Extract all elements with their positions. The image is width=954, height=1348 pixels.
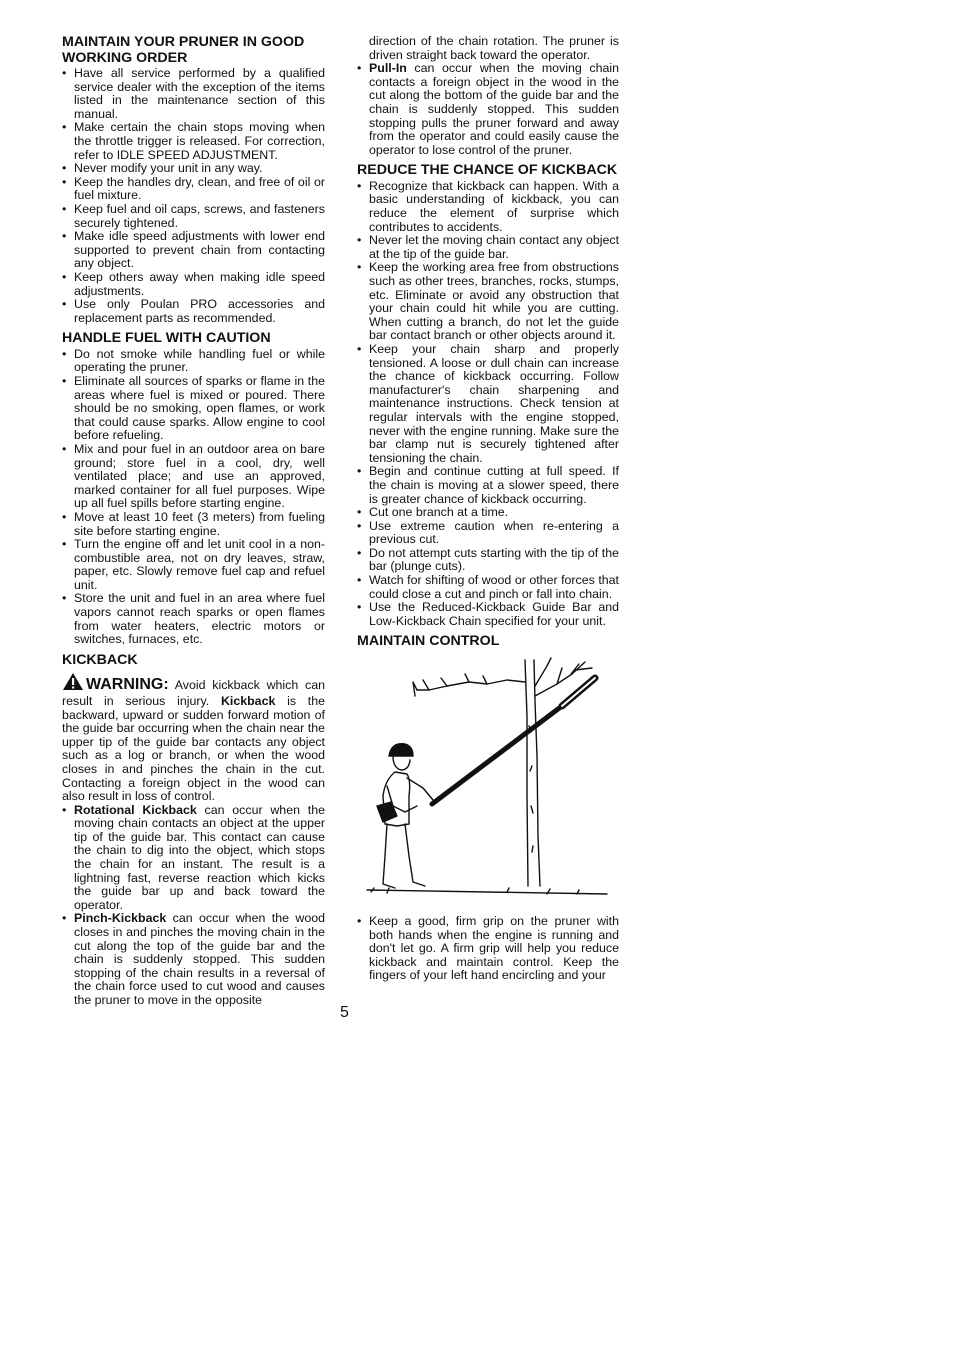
list-item: • Turn the engine off and let unit cool in a non-combustible area, not on dry leaves, straw, paper, etc. Slowly remove fuel cap and refuel unit. <box>62 538 325 592</box>
list-item: • Store the unit and fuel in an area where fuel vapors cannot reach sparks or open flames from water heaters, electric motors or switches, furnaces, etc. <box>62 592 325 646</box>
list-item: • Keep the handles dry, clean, and free of oil or fuel mixture. <box>62 176 325 203</box>
list-item: • Make certain the chain stops moving when the throttle trigger is released. For correction, refer to IDLE SPEED ADJUSTMENT. <box>62 121 325 162</box>
fuel-heading: HANDLE FUEL WITH CAUTION <box>62 330 271 347</box>
list-item: • Never modify your unit in any way. <box>62 162 325 176</box>
continuation-list <box>357 35 619 157</box>
list-item: • Keep others away when making idle speed adjustments. <box>62 271 325 298</box>
fuel-section <box>62 331 325 647</box>
list-item: • Eliminate all sources of sparks or flame in the areas where fuel is mixed or poured. There should be no smoking, open flames, or work that could cause sparks. Allow engine to cool before refueling. <box>62 375 325 443</box>
list-item: • Do not attempt cuts starting with the tip of the bar (plunge cuts). <box>357 547 619 574</box>
list-item: • Keep your chain sharp and properly tensioned. A loose or dull chain can increase the chance of kickback occurring. Follow manufacturer's chain sharpening and maintenance instructions. Check tension at regular intervals with the engine stopped, never with the engine running. Make sure the bar clamp nut is securely tightened after tensioning the chain. <box>357 343 619 465</box>
list-item <box>357 62 619 157</box>
kickback-types-list <box>62 804 325 1008</box>
list-item: • Never let the moving chain contact any object at the tip of the guide bar. <box>357 234 619 261</box>
control-section <box>357 634 619 982</box>
pruner-illustration <box>357 656 619 911</box>
list-item: • Begin and continue cutting at full speed. If the chain is moving at a slower speed, there is greater chance of kickback occurring. <box>357 465 619 506</box>
control-list <box>357 915 619 983</box>
rotational-kickback-label: Rotational Kickback <box>74 802 197 817</box>
list-item <box>62 804 325 913</box>
maintain-section <box>62 35 325 325</box>
list-item: • Watch for shifting of wood or other forces that could close a cut and pinch or fall into chain. <box>357 574 619 601</box>
reduce-heading: REDUCE THE CHANCE OF KICKBACK <box>357 162 618 179</box>
warning-bold-term: Kickback <box>220 693 276 708</box>
left-column <box>62 35 325 1014</box>
list-item: • Cut one branch at a time. <box>357 506 619 520</box>
pull-in-text: can occur when the moving chain contacts a foreign object in the wood in the cut along the bottom of the guide bar and the chain is suddenly stopped. This sudden stopping pulls the pruner forward and away from the operator and could easily cause the operator to lose control of the pruner. <box>369 61 619 157</box>
reduce-section <box>357 163 619 628</box>
kickback-heading: KICKBACK <box>62 651 138 668</box>
pruner-operator-drawing <box>357 656 619 911</box>
warning-label: WARNING: <box>86 676 169 694</box>
list-item: • Keep fuel and oil caps, screws, and fasteners securely tightened. <box>62 203 325 230</box>
reduce-list <box>357 180 619 629</box>
list-item: • Use extreme caution when re-entering a previous cut. <box>357 520 619 547</box>
pull-in-label: Pull-In <box>369 61 407 76</box>
fuel-list <box>62 348 325 647</box>
warning-triangle-icon <box>62 672 84 695</box>
list-item: • Mix and pour fuel in an outdoor area on bare ground; store fuel in a cool, dry, well ventilated place; and use an approved, marked container for all fuel purposes. Wipe up all fuel spills before starting engine. <box>62 443 325 511</box>
list-item: • Use the Reduced-Kickback Guide Bar and Low-Kickback Chain specified for your unit. <box>357 601 619 628</box>
right-column <box>357 35 619 989</box>
kickback-section <box>62 653 325 1008</box>
list-item: • Recognize that kickback can happen. With a basic understanding of kickback, you can reduce the element of surprise which contributes to accidents. <box>357 180 619 234</box>
list-item <box>62 912 325 1007</box>
list-item: • Use only Poulan PRO accessories and replacement parts as recommended. <box>62 298 325 325</box>
maintain-heading: MAINTAIN YOUR PRUNER IN GOOD WORKING ORDER <box>62 34 305 66</box>
list-item: • Make idle speed adjustments with lower end supported to prevent chain from contacting any object. <box>62 230 325 271</box>
list-item: • Keep the working area free from obstructions such as other trees, branches, rocks, stumps, etc. Eliminate or avoid any obstruction that your chain could hit while you are cutting. When cutting a branch, do not let the guide bar contact branch or other objects around it. <box>357 261 619 343</box>
warning-text-cont: is the backward, upward or sudden forward motion of the guide bar occurring when the chain near the upper tip of the guide bar contacts any object such as a log or branch, or when the wood closes in and pinches the chain in the cut. Contacting a foreign object in the wood can also result in loss of control. <box>62 693 325 804</box>
rotational-kickback-text: can occur when the moving chain contacts an object at the upper tip of the guide bar. This contact can cause the chain to dig into the object, which stops the chain for an instant. The result is a lightning fast, reverse reaction which kicks the guide bar up and back toward the operator. <box>74 802 325 912</box>
list-item: • Keep a good, firm grip on the pruner with both hands when the engine is running and don't let go. A firm grip will help you reduce kickback and maintain control. Keep the fingers of your left hand encircling and your <box>357 915 619 983</box>
maintain-list <box>62 67 325 325</box>
list-item: • Have all service performed by a qualified service dealer with the exception of the items listed in the maintenance section of this manual. <box>62 67 325 121</box>
list-item: • Do not smoke while handling fuel or while operating the pruner. <box>62 348 325 375</box>
warning-text: Avoid kickback which can result in serious injury. <box>62 678 325 708</box>
pinch-kickback-text: can occur when the wood closes in and pinches the moving chain in the cut along the top of the guide bar and the chain is suddenly stopped. This sudden stopping of the chain results in a reversal of the chain force used to cut wood and causes the pruner to move in the opposite <box>74 911 325 1007</box>
continuation-text: direction of the chain rotation. The pruner is driven straight back toward the operator. <box>369 34 619 62</box>
page-number: 5 <box>340 1004 349 1021</box>
pinch-kickback-label: Pinch-Kickback <box>74 911 167 926</box>
list-item: • Move at least 10 feet (3 meters) from fueling site before starting engine. <box>62 511 325 538</box>
warning-paragraph <box>62 672 325 803</box>
control-heading: MAINTAIN CONTROL <box>357 633 500 650</box>
